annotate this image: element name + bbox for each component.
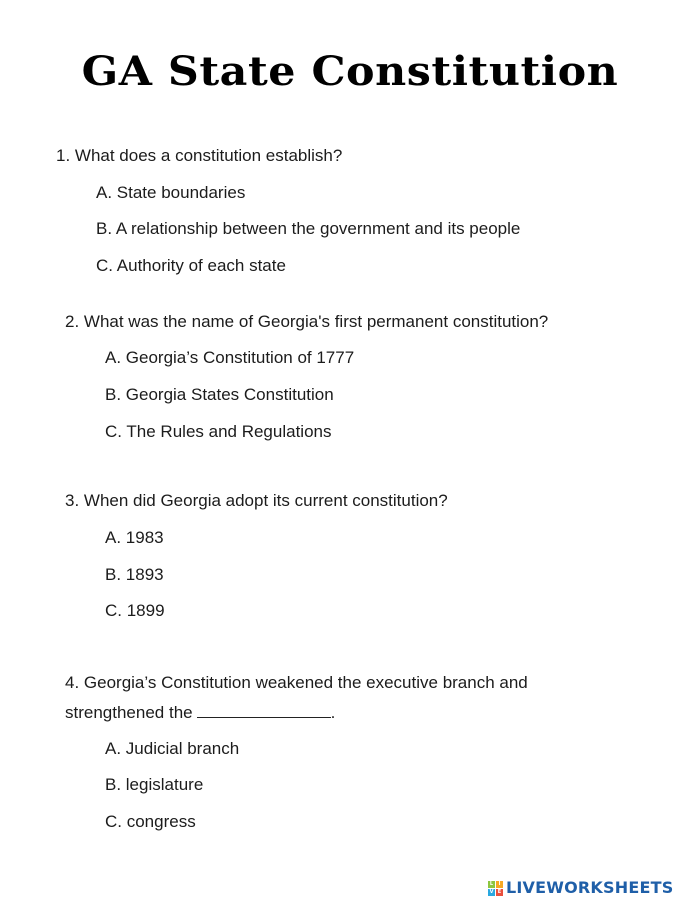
answer-option-c[interactable]: C. The Rules and Regulations bbox=[105, 422, 332, 441]
answer-option-b[interactable]: B. 1893 bbox=[105, 565, 164, 584]
answer-option-c[interactable]: C. 1899 bbox=[105, 601, 165, 620]
answer-option-b[interactable]: B. legislature bbox=[105, 775, 204, 794]
question-text: 2. What was the name of Georgia's first permanent constitution? bbox=[65, 312, 549, 331]
logo-text: LIVEWORKSHEETS bbox=[506, 878, 674, 897]
logo-block-e: E bbox=[497, 888, 502, 895]
answer-option-b[interactable]: B. Georgia States Constitution bbox=[105, 385, 334, 404]
question-text: 3. When did Georgia adopt its current constitution? bbox=[65, 491, 448, 510]
answer-option-a[interactable]: A. 1983 bbox=[105, 528, 164, 547]
answer-option-a[interactable]: A. Georgia’s Constitution of 1777 bbox=[105, 348, 355, 367]
logo-block-v: V bbox=[489, 888, 494, 895]
logo-block-l: L bbox=[489, 880, 494, 887]
answer-option-c[interactable]: C. Authority of each state bbox=[96, 256, 286, 275]
question-text: 1. What does a constitution establish? bbox=[56, 146, 343, 165]
logo-block-i: I bbox=[496, 881, 503, 888]
answer-option-a[interactable]: A. Judicial branch bbox=[105, 739, 240, 758]
question-text-line-1: 4. Georgia’s Constitution weakened the executive branch and bbox=[65, 673, 528, 692]
question-text-line-2 bbox=[65, 700, 335, 726]
fill-in-blank[interactable] bbox=[197, 701, 331, 718]
answer-option-a[interactable]: A. State boundaries bbox=[96, 183, 246, 202]
liveworksheets-logo bbox=[488, 878, 673, 898]
answer-option-c[interactable]: C. congress bbox=[105, 812, 196, 831]
answer-option-b[interactable]: B. A relationship between the government and its people bbox=[96, 219, 521, 238]
question-text-start: strengthened the bbox=[65, 703, 193, 722]
worksheet-title: GA State Constitution bbox=[81, 48, 619, 95]
live-blocks-icon bbox=[488, 881, 503, 896]
question-text-end: . bbox=[330, 703, 336, 722]
